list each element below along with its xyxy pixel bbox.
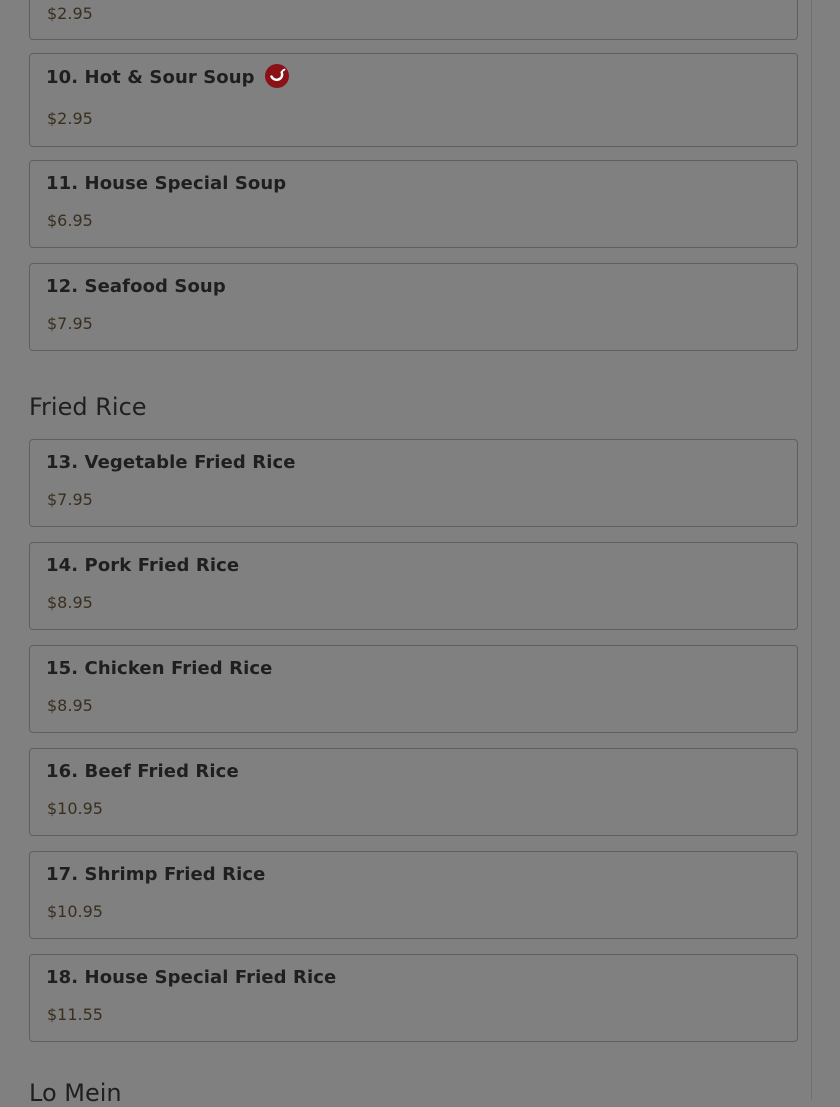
menu-item-card[interactable] bbox=[29, 263, 798, 351]
menu-item-card[interactable] bbox=[29, 160, 798, 248]
item-name: 17. Shrimp Fried Rice bbox=[46, 864, 266, 885]
menu-item-card[interactable] bbox=[29, 53, 798, 147]
item-name: 12. Seafood Soup bbox=[46, 276, 226, 297]
menu-item-card[interactable] bbox=[29, 0, 798, 40]
menu-item-card[interactable] bbox=[29, 645, 798, 733]
item-price: $10.95 bbox=[47, 799, 103, 818]
item-price: $2.95 bbox=[47, 4, 93, 23]
menu-item-card[interactable] bbox=[29, 748, 798, 836]
item-name: 13. Vegetable Fried Rice bbox=[46, 452, 296, 473]
item-name bbox=[46, 66, 289, 90]
menu-item-card[interactable] bbox=[29, 851, 798, 939]
item-price: $6.95 bbox=[47, 211, 93, 230]
menu-item-card[interactable] bbox=[29, 542, 798, 630]
item-name: 18. House Special Fried Rice bbox=[46, 967, 337, 988]
item-name: 11. House Special Soup bbox=[46, 173, 287, 194]
spicy-pepper-icon bbox=[265, 64, 289, 88]
section-title-lo-mein: Lo Mein bbox=[29, 1079, 122, 1107]
item-name: 15. Chicken Fried Rice bbox=[46, 658, 273, 679]
item-price: $7.95 bbox=[47, 490, 93, 509]
item-price: $2.95 bbox=[47, 109, 93, 128]
item-name: 16. Beef Fried Rice bbox=[46, 761, 239, 782]
menu-item-card[interactable] bbox=[29, 954, 798, 1042]
item-name-text: 10. Hot & Sour Soup bbox=[46, 67, 255, 88]
menu-item-card[interactable] bbox=[29, 439, 798, 527]
item-price: $8.95 bbox=[47, 593, 93, 612]
item-price: $8.95 bbox=[47, 696, 93, 715]
item-price: $7.95 bbox=[47, 314, 93, 333]
section-title-fried-rice: Fried Rice bbox=[29, 393, 147, 421]
item-price: $11.55 bbox=[47, 1005, 103, 1024]
item-name: 14. Pork Fried Rice bbox=[46, 555, 240, 576]
item-price: $10.95 bbox=[47, 902, 103, 921]
